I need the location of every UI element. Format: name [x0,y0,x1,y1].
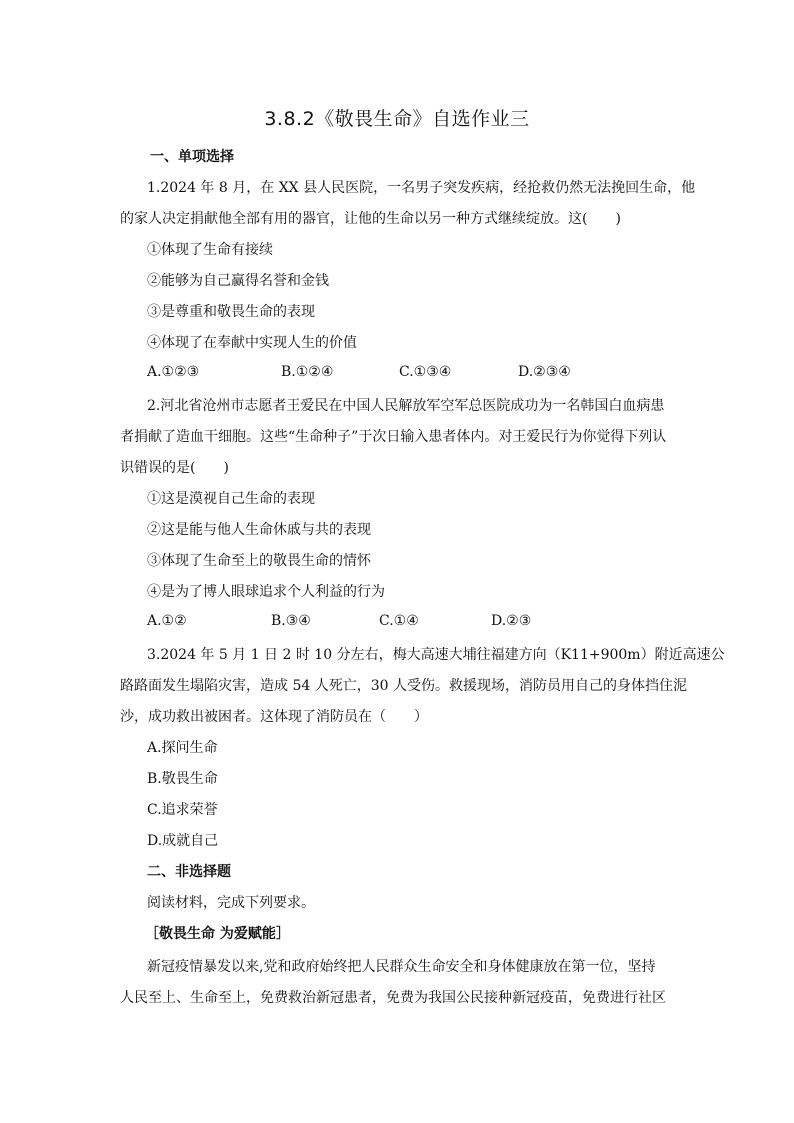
q1-option-a[interactable]: A.①②③ [147,364,200,380]
q3-stem-line2: 路路面发生塌陷灾害，造成 54 人死亡，30 人受伤。救援现场，消防员用自己的身体挡住泥 [120,678,687,694]
q1-stem-line1: 1.2024 年 8 月，在 XX 县人民医院，一名男子突发疾病，经抢救仍然无法挽回生命，他 [147,180,696,196]
q1-stem-line2: 的家人决定捐献他全部有用的器官，让他的生命以另一种方式继续绽放。这( ) [120,211,621,227]
q1-item-3: ③是尊重和敬畏生命的表现 [147,304,315,320]
q3-stem-line1: 3.2024 年 5 月 1 日 2 时 10 分左右，梅大高速大埔往福建方向（K11+900m）附近高速公 [147,647,725,663]
q1-item-1: ①体现了生命有接续 [147,242,273,258]
q3-option-c[interactable]: C.追求荣誉 [147,802,218,818]
q2-option-a[interactable]: A.①② [147,613,187,629]
material-paragraph-line2: 人民至上、生命至上，免费救治新冠患者，免费为我国公民接种新冠疫苗，免费进行社区 [120,990,666,1006]
section2-instruction: 阅读材料，完成下列要求。 [147,895,315,911]
q1-item-2: ②能够为自己赢得名誉和金钱 [147,273,329,289]
q2-stem-line1: 2.河北省沧州市志愿者王爱民在中国人民解放军空军总医院成功为一名韩国白血病患 [147,398,665,414]
q2-option-d[interactable]: D.②③ [491,613,532,629]
section-heading-non-choice: 二、非选择题 [147,864,231,880]
q2-item-2: ②这是能与他人生命休戚与共的表现 [147,522,371,538]
material-subtitle: ［敬畏生命 为爱赋能］ [145,926,290,942]
q3-option-d[interactable]: D.成就自己 [147,833,219,849]
q1-option-c[interactable]: C.①③④ [399,364,452,380]
q2-stem-line3: 识错误的是( ) [120,460,229,476]
q2-option-c[interactable]: C.①④ [379,613,419,629]
q1-option-d[interactable]: D.②③④ [518,364,571,380]
material-paragraph-line1: 新冠疫情暴发以来,党和政府始终把人民群众生命安全和身体健康放在第一位，坚持 [147,959,656,975]
q1-option-b[interactable]: B.①②④ [281,364,334,380]
q2-option-b[interactable]: B.③④ [271,613,311,629]
section-heading-single-choice: 一、单项选择 [150,149,234,165]
q2-item-3: ③体现了生命至上的敬畏生命的情怀 [147,553,371,569]
q2-item-4: ④是为了博人眼球追求个人利益的行为 [147,584,385,600]
q1-item-4: ④体现了在奉献中实现人生的价值 [147,335,357,351]
page-title: 3.8.2《敬畏生命》自选作业三 [264,108,530,130]
q3-stem-line3: 沙，成功救出被困者。这体现了消防员在（ ） [120,709,428,725]
q2-item-1: ①这是漠视自己生命的表现 [147,491,315,507]
q3-option-a[interactable]: A.探问生命 [147,740,218,756]
q2-stem-line2: 者捐献了造血干细胞。这些“生命种子”于次日输入患者体内。对王爱民行为你觉得下列认 [120,429,667,445]
q3-option-b[interactable]: B.敬畏生命 [147,771,218,787]
